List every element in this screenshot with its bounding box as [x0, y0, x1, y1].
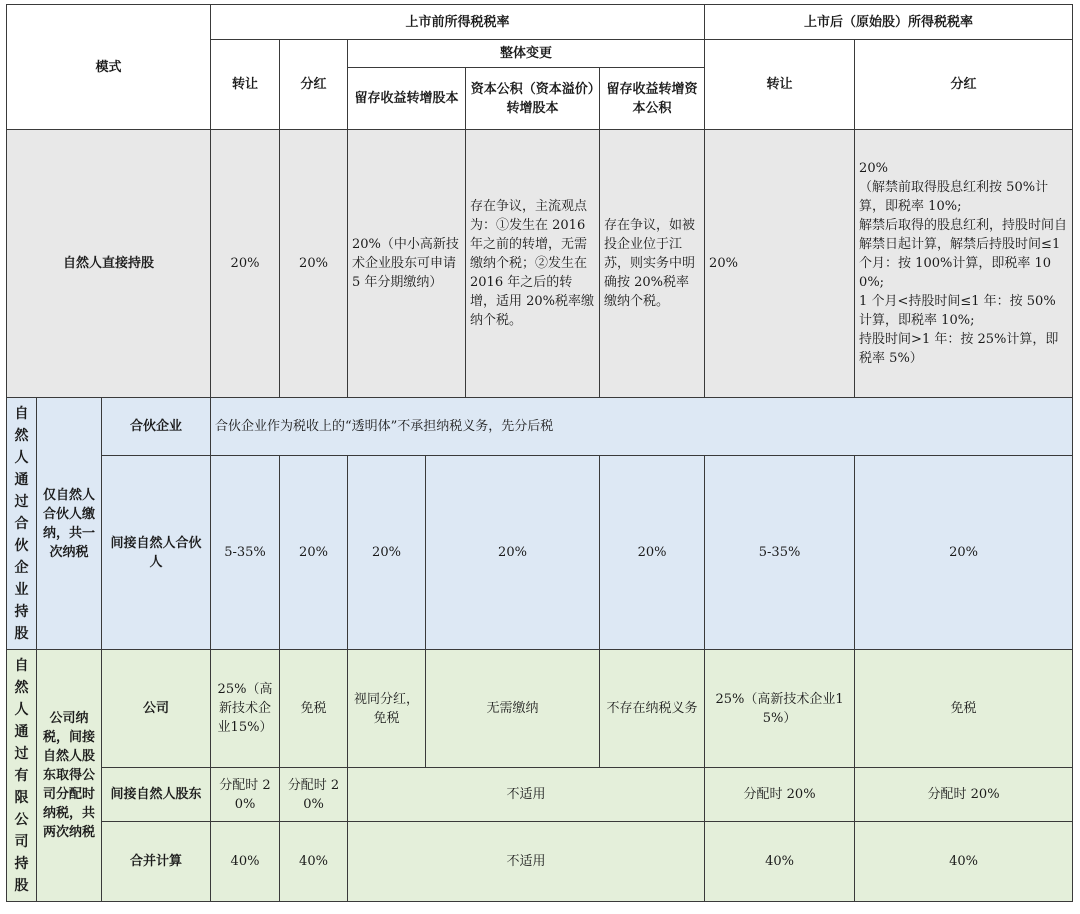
partnership-entity-row: [7, 398, 1073, 456]
retained-to-capital-header: 留存收益转增股本: [348, 68, 466, 130]
company-indirect-label: 间接自然人股东: [102, 768, 211, 822]
direct-post-transfer: 20%: [705, 130, 855, 398]
partnership-retained-to-reserve: 20%: [600, 456, 705, 650]
company-group-label: 自然人通过有限公司持股: [7, 650, 37, 902]
pre-listing-header: 上市前所得税税率: [211, 5, 705, 40]
company-retained-to-capital: 视同分红，免税: [348, 650, 426, 768]
partnership-post-dividend: 20%: [855, 456, 1073, 650]
company-sub-label: 公司纳税，间接自然人股东取得公司分配时纳税，共两次纳税: [37, 650, 102, 902]
post-dividend-line: （解禁前取得股息红利按 50%计算，即税率 10%;: [859, 180, 1049, 214]
company-indirect-post-dividend: 分配时 20%: [855, 768, 1073, 822]
company-row: [7, 650, 1073, 768]
overall-change-header: 整体变更: [348, 40, 705, 68]
post-dividend-line: 持股时间>1 年：按 25%计算，即税率 5%）: [859, 332, 1059, 366]
company-transfer: 25%（高新技术企业15%）: [211, 650, 280, 768]
partnership-entity-note: 合伙企业作为税收上的“透明体”不承担纳税义务，先分后税: [211, 398, 1073, 456]
company-post-transfer: 25%（高新技术企业15%）: [705, 650, 855, 768]
partnership-post-transfer: 5-35%: [705, 456, 855, 650]
post-dividend-line: 1 个月<持股时间≤1 年：按 50%计算，即税率 10%;: [859, 294, 1056, 328]
direct-holding-row: [7, 130, 1073, 398]
company-post-dividend: 免税: [855, 650, 1073, 768]
direct-transfer: 20%: [211, 130, 280, 398]
company-combined-post-transfer: 40%: [705, 822, 855, 902]
header-row-1: [7, 5, 1073, 40]
company-combined-overall: 不适用: [348, 822, 705, 902]
company-indirect-overall: 不适用: [348, 768, 705, 822]
tax-rate-table: [6, 4, 1073, 902]
post-dividend-line: 解禁后取得的股息红利，持股时间自解禁日起计算，解禁后持股时间≤1 个月：按 100%计算，即税率 100%;: [859, 218, 1068, 290]
post-transfer-header: 转让: [705, 40, 855, 130]
pre-transfer-header: 转让: [211, 40, 280, 130]
company-combined-label: 合并计算: [102, 822, 211, 902]
direct-post-dividend: [855, 130, 1073, 398]
company-combined-transfer: 40%: [211, 822, 280, 902]
partnership-group-label: 自然人通过合伙企业持股: [7, 398, 37, 650]
company-indirect-dividend: 分配时 20%: [280, 768, 348, 822]
company-label: 公司: [102, 650, 211, 768]
direct-dividend: 20%: [280, 130, 348, 398]
company-indirect-post-transfer: 分配时 20%: [705, 768, 855, 822]
partnership-indirect-row: [7, 456, 1073, 650]
direct-retained-to-reserve: 存在争议，如被投企业位于江苏，则实务中明确按 20%税率缴纳个税。: [600, 130, 705, 398]
direct-retained-to-capital: 20%（中小高新技术企业股东可申请 5 年分期缴纳）: [348, 130, 466, 398]
tax-table-container: [6, 4, 1073, 902]
company-dividend: 免税: [280, 650, 348, 768]
post-dividend-line: 20%: [859, 161, 888, 176]
company-indirect-row: [7, 768, 1073, 822]
retained-to-reserve-header: 留存收益转增资本公积: [600, 68, 705, 130]
company-combined-dividend: 40%: [280, 822, 348, 902]
post-listing-header: 上市后（原始股）所得税税率: [705, 5, 1073, 40]
company-indirect-transfer: 分配时 20%: [211, 768, 280, 822]
company-capital-reserve: 无需缴纳: [426, 650, 600, 768]
partnership-transfer: 5-35%: [211, 456, 280, 650]
mode-header: 模式: [7, 5, 211, 130]
partnership-indirect-label: 间接自然人合伙人: [102, 456, 211, 650]
company-combined-row: [7, 822, 1073, 902]
post-dividend-header: 分红: [855, 40, 1073, 130]
partnership-dividend: 20%: [280, 456, 348, 650]
company-combined-post-dividend: 40%: [855, 822, 1073, 902]
partnership-entity-label: 合伙企业: [102, 398, 211, 456]
direct-holding-label: 自然人直接持股: [7, 130, 211, 398]
company-retained-to-reserve: 不存在纳税义务: [600, 650, 705, 768]
partnership-capital-reserve: 20%: [426, 456, 600, 650]
pre-dividend-header: 分红: [280, 40, 348, 130]
partnership-retained-to-capital: 20%: [348, 456, 426, 650]
direct-capital-reserve: 存在争议，主流观点为：①发生在 2016 年之前的转增，无需缴纳个税；②发生在 2016 年之后的转增，适用 20%税率缴纳个税。: [466, 130, 600, 398]
partnership-sub-label: 仅自然人合伙人缴纳，共一次纳税: [37, 398, 102, 650]
capital-reserve-header: 资本公积（资本溢价）转增股本: [466, 68, 600, 130]
